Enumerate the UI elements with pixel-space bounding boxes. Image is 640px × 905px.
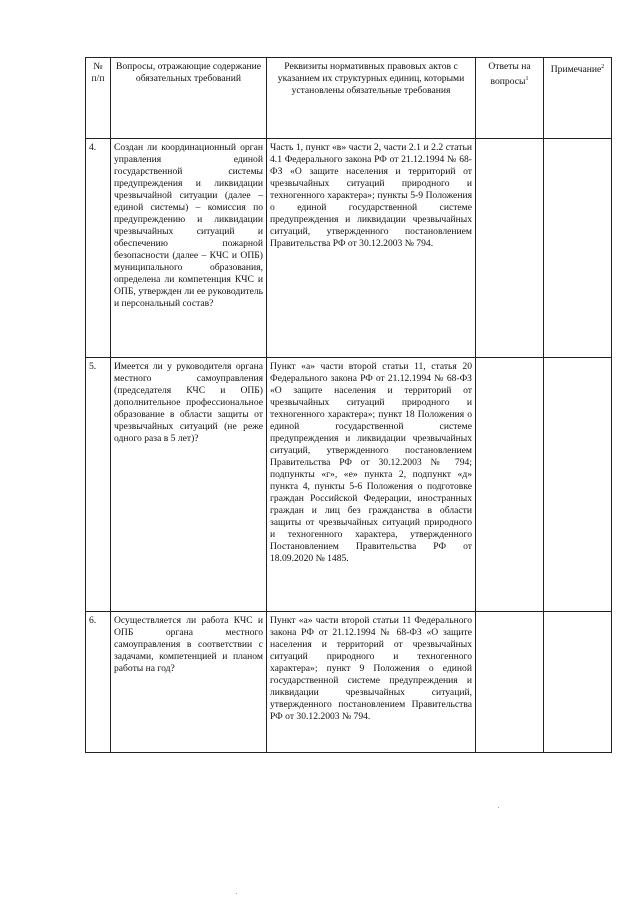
scan-speck [236, 893, 237, 894]
requisites-cell: Пункт «а» части второй статьи 11 Федерального закона РФ от 21.12.1994 № 68-ФЗ «О защите населения и территорий от чрезвычайных ситуаций природного и техногенного характера»; пункт 9 Положения о единой государственной системе предупреждения и ликвидации чрезвычайных ситуаций, утвержденного постановлением Правительства РФ от 30.12.2003 № 794. [267, 612, 476, 753]
requisites-cell: Часть 1, пункт «в» части 2, части 2.1 и 2.2 статьи 4.1 Федерального закона РФ от 21.12.1994 № 68-ФЗ «О защите населения и территорий от чрезвычайных ситуаций природного и техногенного характера»; пункты 5-9 Положения о единой государственной системе предупреждения и ликвидации чрезвычайных ситуаций, утвержденного постановлением Правительства РФ от 30.12.2003 № 794. [267, 139, 476, 358]
question-cell: Имеется ли у руководителя органа местного самоуправления (председателя КЧС и ОПБ) дополнительное профессиональное образование в области защиты от чрезвычайных ситуаций (не реже одного раза в 5 лет)? [111, 358, 267, 612]
row-number: 6. [86, 612, 111, 753]
answer-cell[interactable] [476, 358, 544, 612]
footnote-marker-2: 2 [601, 64, 605, 70]
table-row [86, 612, 612, 753]
row-number: 4. [86, 139, 111, 358]
answer-cell[interactable] [476, 612, 544, 753]
header-note-label: Примечание [550, 64, 602, 76]
table-row [86, 358, 612, 612]
note-cell[interactable] [544, 612, 612, 753]
footnote-marker-1: 1 [525, 76, 529, 82]
header-num: № п/п [86, 58, 111, 139]
requirements-table [85, 57, 612, 753]
row-number: 5. [86, 358, 111, 612]
question-cell: Создан ли координационный орган управления единой государственной системы предупреждения и ликвидации чрезвычайной ситуации (далее – единой системы) – комиссия по предупреждению и ликвидации чрезвычайных ситуаций и обеспечению пожарной безопасности (далее – КЧС и ОПБ) муниципального образования, определена ли компетенция КЧС и ОПБ, утвержден ли ее руководитель и персональный состав? [111, 139, 267, 358]
table-row [86, 139, 612, 358]
header-answers-label: Ответы на вопросы [488, 61, 531, 88]
header-note [544, 58, 612, 139]
header-requisites: Реквизиты нормативных правовых актов с указанием их структурных единиц, которыми установлены обязательные требования [267, 58, 476, 139]
requisites-cell: Пункт «а» части второй статьи 11, статья 20 Федерального закона РФ от 21.12.1994 № 68-ФЗ «О защите населения и территорий от чрезвычайных ситуаций природного и техногенного характера»; пункт 18 Положения о единой государственной системе предупреждения и ликвидации чрезвычайных ситуаций, утвержденного постановлением Правительства РФ от 30.12.2003 № 794; подпункты «г», «е» пункта 2, подпункт «д» пункта 4, пункты 5-6 Положения о подготовке граждан Российской Федерации, иностранных граждан и лиц без гражданства в области защиты от чрезвычайных ситуаций природного и техногенного характера, утвержденного Постановлением Правительства РФ от 18.09.2020 № 1485. [267, 358, 476, 612]
header-question: Вопросы, отражающие содержание обязательных требований [111, 58, 267, 139]
note-cell[interactable] [544, 358, 612, 612]
note-cell[interactable] [544, 139, 612, 358]
question-cell: Осуществляется ли работа КЧС и ОПБ органа местного самоуправления в соответствии с задачами, компетенцией и планом работы на год? [111, 612, 267, 753]
header-answers [476, 58, 544, 139]
table-header-row [86, 58, 612, 139]
scan-speck [498, 807, 499, 808]
answer-cell[interactable] [476, 139, 544, 358]
